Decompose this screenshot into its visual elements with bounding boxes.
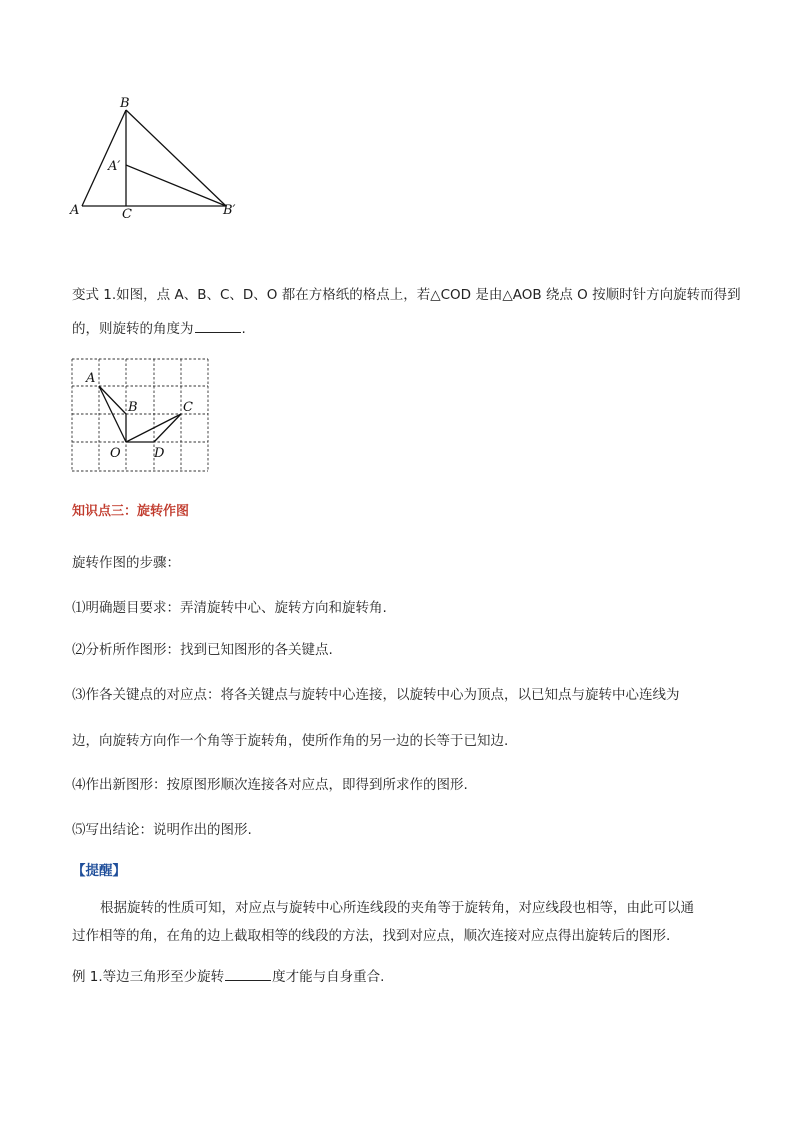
- segment-Aprime-Bprime: [126, 165, 226, 206]
- variant1-line1: [72, 285, 741, 305]
- label-B-prime: B′: [223, 203, 236, 218]
- variant1-line2: [72, 318, 246, 339]
- step-3-continued: 边，向旋转方向作一个角等于旋转角，使所作角的另一边的长等于已知边.: [72, 733, 509, 749]
- label-C: C: [183, 400, 193, 415]
- variant1-text-1: 变式 1.如图，点 A、B、C、D、O 都在方格纸的格点上，若△COD 是由△AOB 绕点 O 按顺时针方向旋转而得到: [72, 287, 741, 303]
- segment-O-C: [126, 414, 181, 442]
- example-1-text-2: 度才能与自身重合.: [272, 969, 385, 985]
- step-2: ⑵分析所作图形：找到已知图形的各关键点.: [72, 642, 333, 658]
- example-1-text-1: 例 1.等边三角形至少旋转: [72, 969, 225, 985]
- variant1-text-2: 的，则旋转的角度为: [72, 321, 194, 337]
- step-4: ⑷作出新图形：按原图形顺次连接各对应点，即得到所求作的图形.: [72, 777, 468, 793]
- variant1-text-3: .: [241, 321, 246, 337]
- label-A: A: [70, 203, 80, 218]
- triangle-figure: [60, 90, 250, 230]
- segment-D-C: [154, 414, 181, 442]
- example-answer-blank[interactable]: [225, 966, 271, 981]
- example-1: [72, 966, 384, 987]
- label-D: D: [154, 446, 165, 461]
- step-5: ⑸写出结论：说明作出的图形.: [72, 822, 252, 838]
- label-B: B: [128, 400, 138, 415]
- step-3: ⑶作各关键点的对应点：将各关键点与旋转中心连接，以旋转中心为顶点，以已知点与旋转中心连线为: [72, 687, 680, 703]
- tip-line-1: 根据旋转的性质可知，对应点与旋转中心所连线段的夹角等于旋转角，对应线段也相等，由此可以通: [100, 900, 694, 916]
- label-B: B: [120, 96, 130, 111]
- segment-B-Bprime: [126, 110, 226, 206]
- answer-blank[interactable]: [195, 318, 241, 333]
- segment-A-B: [82, 110, 126, 206]
- label-A: A: [86, 371, 96, 386]
- label-O: O: [110, 446, 121, 461]
- segment-A-B: [99, 386, 126, 414]
- section-title: 知识点三：旋转作图: [72, 504, 190, 519]
- tip-line-2: 过作相等的角，在角的边上截取相等的线段的方法，找到对应点，顺次连接对应点得出旋转后的图形.: [72, 928, 671, 944]
- grid-figure: [70, 357, 212, 475]
- steps-title: 旋转作图的步骤：: [72, 555, 180, 571]
- label-A-prime: A′: [108, 159, 121, 174]
- step-1: ⑴明确题目要求：弄清旋转中心、旋转方向和旋转角.: [72, 600, 387, 616]
- label-C: C: [122, 207, 132, 222]
- tip-label: 【提醒】: [72, 863, 126, 879]
